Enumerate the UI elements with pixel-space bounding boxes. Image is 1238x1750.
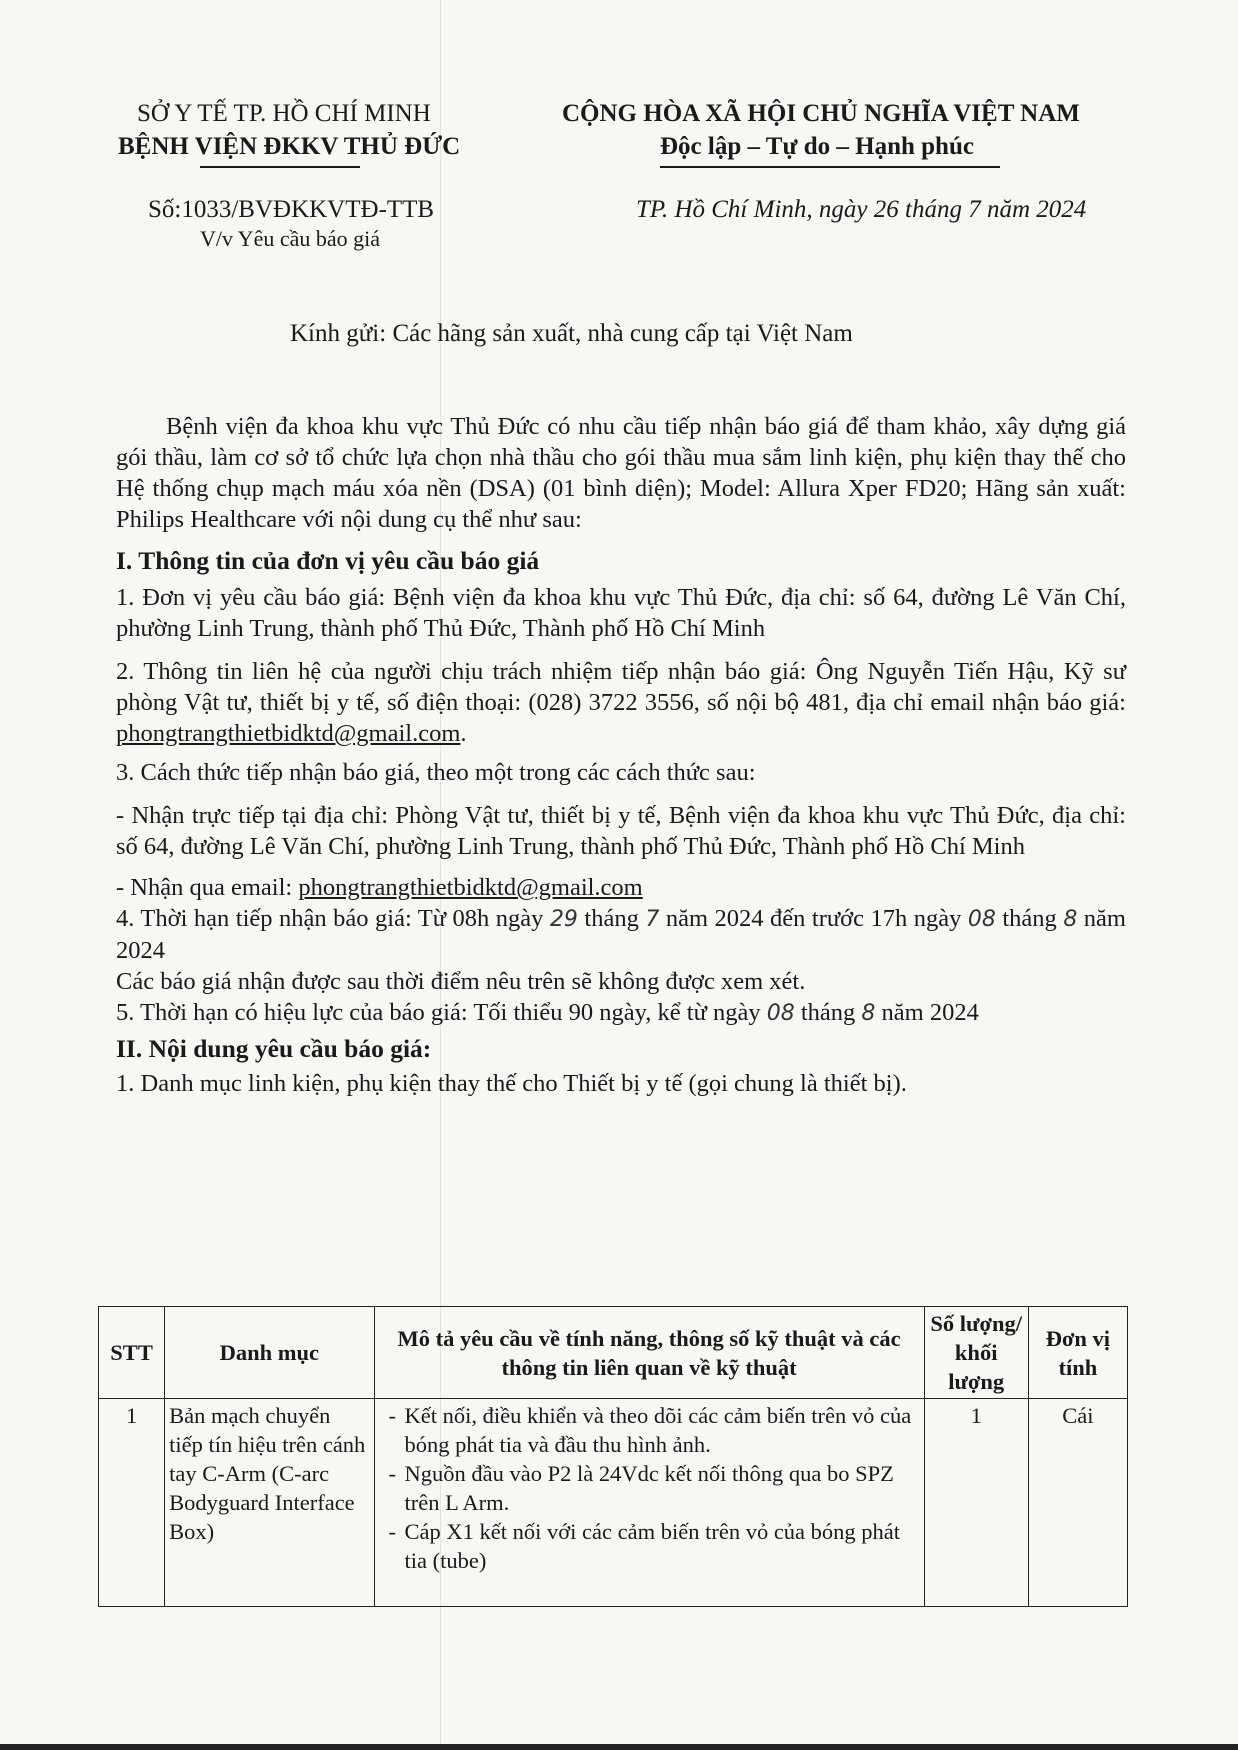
motto-underline (660, 166, 1000, 168)
intro-paragraph: Bệnh viện đa khoa khu vực Thủ Đức có nhu cầu tiếp nhận báo giá để tham khảo, xây dựng giá gói thầu, làm cơ sở tổ chức lựa chọn nhà thầu cho gói thầu mua sắm linh kiện, phụ kiện thay thế cho Hệ thống chụp mạch máu xóa nền (DSA) (01 bình diện); Model: Allura Xper FD20; Hãng sản xuất: Philips Healthcare với nội dung cụ thể như sau: (116, 413, 1126, 533)
deadline-text-a: 4. Thời hạn tiếp nhận báo giá: Từ 08h ngày (116, 905, 550, 932)
recipient-line: Kính gửi: Các hãng sản xuất, nhà cung cấp tại Việt Nam (290, 320, 853, 347)
deadline-text-e: năm 2024 (116, 905, 1126, 964)
deadline-text-c: năm 2024 đến trước 17h ngày (659, 905, 968, 932)
validity-month: 8 (861, 1001, 876, 1026)
receive-email (116, 872, 1126, 903)
row-stt: 1 (99, 1399, 165, 1607)
header-desc: Mô tả yêu cầu về tính năng, thông số kỹ thuật và các thông tin liên quan về kỹ thuật (374, 1307, 924, 1399)
validity-text-a: 5. Thời hạn có hiệu lực của báo giá: Tối thiểu 90 ngày, kể từ ngày (116, 999, 767, 1026)
section-2-title: II. Nội dung yêu cầu báo giá: (116, 1034, 432, 1063)
items-table (98, 1306, 1128, 1607)
header-qty: Số lượng/ khối lượng (924, 1307, 1028, 1399)
document-number: Số:1033/BVĐKKVTĐ-TTB (148, 196, 435, 223)
deadline-start-month: 7 (645, 907, 660, 932)
receive-direct: - Nhận trực tiếp tại địa chỉ: Phòng Vật tư, thiết bị y tế, Bệnh viện đa khoa khu vực Thủ Đức, địa chỉ: số 64, đường Lê Văn Chí, phường Linh Trung, thành phố Thủ Đức, Thành phố Hồ Chí Minh (116, 802, 1126, 860)
country-name: CỘNG HÒA XÃ HỘI CHỦ NGHĨA VIỆT NAM (562, 100, 1080, 127)
deadline-text-b: tháng (577, 905, 646, 932)
contact-end: . (460, 720, 467, 747)
hospital-name: BỆNH VIỆN ĐKKV THỦ ĐỨC (118, 133, 461, 160)
section-1-item-4 (116, 903, 1126, 966)
desc-item: - Cáp X1 kết nối với các cảm biến trên vỏ của bóng phát tia (tube) (405, 1517, 920, 1575)
row-qty: 1 (924, 1399, 1028, 1607)
row-desc (374, 1399, 924, 1607)
body-content (116, 411, 1126, 1099)
deadline-note: Các báo giá nhận được sau thời điểm nêu trên sẽ không được xem xét. (116, 968, 806, 995)
hospital-underline (200, 166, 360, 168)
header-unit: Đơn vị tính (1028, 1307, 1127, 1399)
issue-date: TP. Hồ Chí Minh, ngày 26 tháng 7 năm 2024 (636, 196, 1087, 223)
section-1-title: I. Thông tin của đơn vị yêu cầu báo giá (116, 546, 540, 575)
section-1-item-1: 1. Đơn vị yêu cầu báo giá: Bệnh viện đa khoa khu vực Thủ Đức, địa chỉ: số 64, đường Lê Văn Chí, phường Linh Trung, thành phố Thủ Đức, Thành phố Hồ Chí Minh (116, 584, 1126, 642)
row-unit: Cái (1028, 1399, 1127, 1607)
deadline-text-d: tháng (995, 905, 1064, 932)
validity-day: 08 (766, 1001, 795, 1026)
header-stt: STT (99, 1307, 165, 1399)
desc-item: - Nguồn đầu vào P2 là 24Vdc kết nối thông qua bo SPZ trên L Arm. (405, 1459, 920, 1517)
contact-email-link[interactable]: phongtrangthietbidktd@gmail.com (116, 720, 461, 747)
section-1-item-5 (116, 997, 1126, 1029)
ministry-name: SỞ Y TẾ TP. HỒ CHÍ MINH (137, 100, 431, 127)
scan-bottom-edge (0, 1744, 1238, 1750)
section-2-item-1: 1. Danh mục linh kiện, phụ kiện thay thế cho Thiết bị y tế (gọi chung là thiết bị). (116, 1070, 907, 1097)
section-1-item-3: 3. Cách thức tiếp nhận báo giá, theo một trong các cách thức sau: (116, 759, 756, 786)
header-name: Danh mục (165, 1307, 374, 1399)
receive-email-link[interactable]: phongtrangthietbidktd@gmail.com (298, 874, 643, 901)
receive-email-label: - Nhận qua email: (116, 874, 299, 901)
deadline-end-day: 08 (967, 907, 996, 932)
desc-item: - Kết nối, điều khiển và theo dõi các cảm biến trên vỏ của bóng phát tia và đầu thu hình ảnh. (405, 1401, 920, 1459)
validity-text-b: tháng (794, 999, 862, 1026)
document-subject: V/v Yêu cầu báo giá (200, 226, 381, 251)
validity-text-c: năm 2024 (875, 999, 979, 1026)
motto: Độc lập – Tự do – Hạnh phúc (660, 133, 974, 160)
contact-text: 2. Thông tin liên hệ của người chịu trách nhiệm tiếp nhận báo giá: Ông Nguyễn Tiến Hậu, Kỹ sư phòng Vật tư, thiết bị y tế, số điện thoại: (028) 3722 3556, số nội bộ 481, địa chỉ email nhận báo giá: (116, 658, 1126, 716)
table-row (99, 1399, 1128, 1607)
desc-list (379, 1401, 920, 1575)
deadline-start-day: 29 (549, 907, 578, 932)
deadline-end-month: 8 (1063, 907, 1078, 932)
section-1-item-2 (116, 656, 1126, 749)
row-name: Bản mạch chuyển tiếp tín hiệu trên cánh tay C-Arm (C-arc Bodyguard Interface Box) (165, 1399, 374, 1607)
table-header-row (99, 1307, 1128, 1399)
